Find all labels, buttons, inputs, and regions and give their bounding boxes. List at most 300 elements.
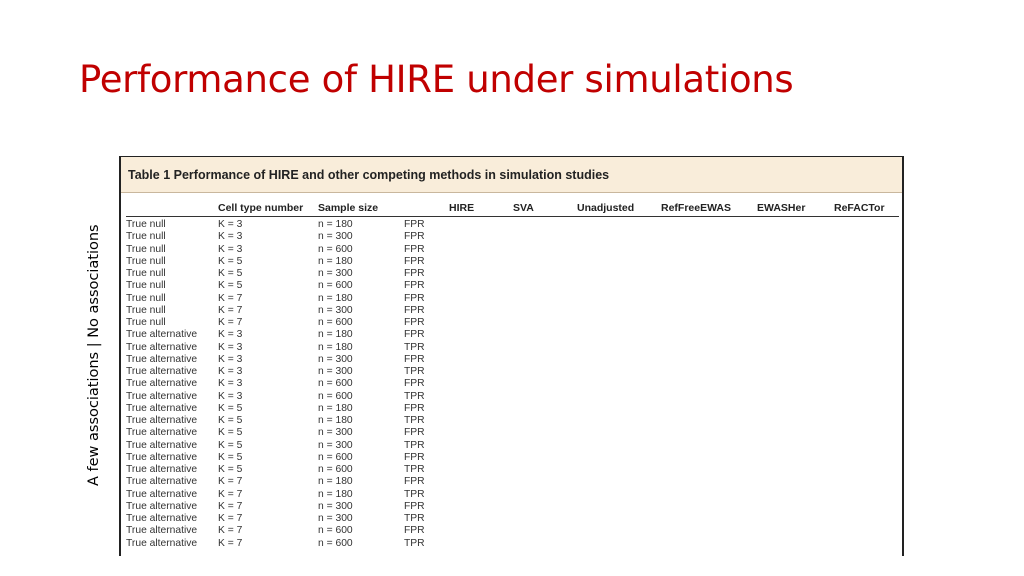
table-row [126, 464, 899, 476]
cell-empty [449, 280, 513, 292]
cell-rate: TPR [404, 366, 425, 377]
cell-empty [513, 440, 577, 452]
cell-rate: FPR [404, 451, 425, 463]
cell-empty [449, 293, 513, 305]
table-row [126, 378, 899, 390]
cell-empty [449, 501, 513, 513]
cell-rate: FPR [404, 280, 425, 292]
cell-empty [661, 268, 757, 280]
cell-empty [661, 452, 757, 464]
cell-empty [577, 476, 661, 488]
cell-empty [757, 354, 834, 366]
cell-empty [834, 268, 899, 280]
cell-empty [834, 317, 899, 329]
cell-rate: FPR [404, 317, 425, 328]
cell-empty [757, 317, 834, 329]
cell-empty [449, 244, 513, 256]
cell-empty [757, 244, 834, 256]
cell-empty [834, 440, 899, 452]
table-row [126, 293, 899, 305]
cell-scenario: True null [126, 280, 166, 292]
cell-empty [513, 268, 577, 280]
cell-empty [661, 342, 757, 354]
table-row [126, 391, 899, 403]
cell-empty [834, 354, 899, 366]
cell-scenario: True alternative [126, 341, 198, 353]
cell-empty [449, 427, 513, 439]
cell-empty [661, 403, 757, 415]
cell-rate: FPR [404, 243, 425, 255]
cell-empty [577, 217, 661, 232]
cell-rate: TPR [404, 464, 425, 475]
cell-sample-size: n = 180 [318, 488, 353, 500]
cell-empty [834, 342, 899, 354]
cell-cell-type-number: K = 5 [218, 280, 243, 292]
cell-cell-type-number: K = 3 [218, 231, 243, 243]
cell-sample-size: n = 180 [318, 255, 353, 267]
cell-rate: FPR [404, 402, 425, 414]
cell-empty [757, 513, 834, 525]
cell-cell-type-number: K = 3 [218, 219, 243, 230]
cell-empty [449, 391, 513, 403]
cell-empty [834, 231, 899, 243]
cell-sample-size: n = 180 [318, 476, 353, 488]
cell-empty [661, 217, 757, 232]
cell-empty [449, 366, 513, 378]
cell-empty [757, 538, 834, 550]
cell-empty [757, 464, 834, 476]
cell-empty [449, 452, 513, 464]
cell-rate: FPR [404, 255, 425, 267]
cell-rate: TPR [404, 415, 425, 426]
table-row [126, 217, 899, 232]
cell-empty [513, 378, 577, 390]
cell-empty [834, 403, 899, 415]
cell-cell-type-number: K = 3 [218, 243, 243, 255]
cell-empty [577, 440, 661, 452]
cell-empty [577, 244, 661, 256]
cell-scenario: True alternative [126, 402, 198, 414]
cell-scenario: True alternative [126, 378, 198, 390]
cell-empty [513, 513, 577, 525]
cell-cell-type-number: K = 7 [218, 537, 243, 549]
cell-empty [834, 525, 899, 537]
cell-empty [449, 354, 513, 366]
cell-empty [577, 391, 661, 403]
cell-scenario: True alternative [126, 525, 198, 537]
cell-scenario: True alternative [126, 488, 198, 500]
cell-empty [513, 538, 577, 550]
cell-empty [834, 366, 899, 378]
table-row [126, 513, 899, 525]
cell-cell-type-number: K = 5 [218, 427, 243, 439]
cell-cell-type-number: K = 5 [218, 402, 243, 414]
header-unadjusted: Unadjusted [577, 201, 661, 217]
cell-empty [661, 391, 757, 403]
cell-empty [449, 403, 513, 415]
cell-empty [449, 217, 513, 232]
cell-cell-type-number: K = 3 [218, 341, 243, 353]
table-row [126, 427, 899, 439]
cell-rate: TPR [404, 341, 425, 353]
cell-rate: FPR [404, 476, 425, 488]
cell-empty [661, 415, 757, 427]
table-row [126, 268, 899, 280]
cell-empty [449, 476, 513, 488]
cell-scenario: True alternative [126, 329, 198, 341]
cell-empty [513, 525, 577, 537]
cell-rate: FPR [404, 292, 425, 304]
cell-sample-size: n = 300 [318, 513, 353, 524]
cell-rate: TPR [404, 488, 425, 500]
cell-empty [661, 513, 757, 525]
cell-scenario: True alternative [126, 464, 198, 475]
cell-cell-type-number: K = 7 [218, 292, 243, 304]
cell-sample-size: n = 600 [318, 451, 353, 463]
simulation-table [126, 201, 899, 550]
table-row [126, 501, 899, 513]
cell-cell-type-number: K = 5 [218, 268, 243, 279]
cell-cell-type-number: K = 7 [218, 525, 243, 537]
cell-empty [757, 391, 834, 403]
cell-empty [513, 280, 577, 292]
cell-cell-type-number: K = 5 [218, 255, 243, 267]
cell-cell-type-number: K = 5 [218, 451, 243, 463]
cell-empty [577, 501, 661, 513]
cell-empty [577, 489, 661, 501]
cell-empty [449, 329, 513, 341]
cell-sample-size: n = 600 [318, 317, 353, 328]
cell-empty [757, 366, 834, 378]
cell-empty [513, 501, 577, 513]
cell-sample-size: n = 300 [318, 439, 353, 451]
cell-cell-type-number: K = 3 [218, 378, 243, 390]
cell-empty [757, 256, 834, 268]
cell-empty [661, 280, 757, 292]
cell-empty [577, 342, 661, 354]
cell-empty [449, 489, 513, 501]
cell-cell-type-number: K = 7 [218, 317, 243, 328]
cell-empty [661, 440, 757, 452]
table-body [126, 217, 899, 550]
cell-empty [513, 354, 577, 366]
cell-empty [577, 231, 661, 243]
cell-empty [834, 476, 899, 488]
cell-empty [661, 305, 757, 317]
cell-empty [577, 256, 661, 268]
cell-empty [757, 268, 834, 280]
cell-sample-size: n = 600 [318, 243, 353, 255]
cell-empty [577, 415, 661, 427]
cell-empty [513, 415, 577, 427]
table-row [126, 366, 899, 378]
cell-empty [834, 415, 899, 427]
cell-cell-type-number: K = 3 [218, 353, 243, 365]
cell-scenario: True alternative [126, 415, 198, 426]
cell-empty [661, 366, 757, 378]
cell-empty [513, 464, 577, 476]
cell-rate: TPR [404, 390, 425, 402]
cell-empty [449, 342, 513, 354]
cell-scenario: True alternative [126, 513, 198, 524]
cell-rate: FPR [404, 525, 425, 537]
cell-empty [513, 476, 577, 488]
cell-empty [577, 464, 661, 476]
cell-empty [834, 513, 899, 525]
cell-empty [449, 538, 513, 550]
cell-empty [757, 501, 834, 513]
cell-rate: TPR [404, 439, 425, 451]
cell-empty [834, 329, 899, 341]
cell-sample-size: n = 300 [318, 304, 353, 316]
cell-sample-size: n = 600 [318, 390, 353, 402]
cell-rate: FPR [404, 268, 425, 279]
cell-empty [577, 280, 661, 292]
cell-empty [577, 378, 661, 390]
cell-empty [834, 489, 899, 501]
cell-empty [577, 329, 661, 341]
cell-rate: TPR [404, 537, 425, 549]
cell-empty [577, 525, 661, 537]
cell-empty [513, 231, 577, 243]
cell-empty [757, 217, 834, 232]
cell-sample-size: n = 600 [318, 525, 353, 537]
results-table-figure [119, 156, 904, 556]
cell-scenario: True alternative [126, 451, 198, 463]
cell-cell-type-number: K = 3 [218, 366, 243, 377]
cell-scenario: True alternative [126, 476, 198, 488]
table-row [126, 538, 899, 550]
cell-empty [577, 366, 661, 378]
cell-empty [449, 513, 513, 525]
cell-empty [449, 464, 513, 476]
cell-rate: FPR [404, 427, 425, 439]
cell-cell-type-number: K = 7 [218, 500, 243, 512]
slide-title: Performance of HIRE under simulations [79, 58, 794, 101]
cell-empty [834, 501, 899, 513]
cell-scenario: True null [126, 255, 166, 267]
cell-empty [757, 427, 834, 439]
cell-scenario: True alternative [126, 537, 198, 549]
cell-cell-type-number: K = 7 [218, 476, 243, 488]
cell-empty [834, 427, 899, 439]
cell-scenario: True null [126, 292, 166, 304]
cell-empty [757, 440, 834, 452]
cell-sample-size: n = 180 [318, 402, 353, 414]
table-row [126, 231, 899, 243]
cell-empty [513, 317, 577, 329]
table-row [126, 305, 899, 317]
cell-scenario: True null [126, 268, 166, 279]
cell-sample-size: n = 600 [318, 378, 353, 390]
table-row [126, 280, 899, 292]
cell-empty [449, 415, 513, 427]
cell-scenario: True null [126, 219, 166, 230]
table-row [126, 329, 899, 341]
table-header-row [126, 201, 899, 217]
cell-sample-size: n = 600 [318, 280, 353, 292]
cell-empty [577, 538, 661, 550]
cell-empty [577, 427, 661, 439]
cell-cell-type-number: K = 5 [218, 415, 243, 426]
cell-empty [834, 244, 899, 256]
cell-scenario: True null [126, 243, 166, 255]
cell-rate: FPR [404, 500, 425, 512]
cell-empty [513, 391, 577, 403]
cell-sample-size: n = 300 [318, 366, 353, 377]
table-row [126, 403, 899, 415]
cell-empty [577, 452, 661, 464]
cell-cell-type-number: K = 5 [218, 439, 243, 451]
cell-sample-size: n = 180 [318, 329, 353, 341]
cell-empty [757, 476, 834, 488]
cell-empty [449, 440, 513, 452]
cell-rate: FPR [404, 378, 425, 390]
cell-empty [834, 256, 899, 268]
table-caption-lead: Table 1 [128, 168, 171, 182]
cell-empty [449, 305, 513, 317]
cell-cell-type-number: K = 3 [218, 390, 243, 402]
table-row [126, 440, 899, 452]
cell-empty [661, 293, 757, 305]
cell-empty [757, 280, 834, 292]
cell-empty [834, 391, 899, 403]
cell-empty [513, 452, 577, 464]
cell-sample-size: n = 300 [318, 500, 353, 512]
cell-empty [513, 329, 577, 341]
table-row [126, 415, 899, 427]
cell-empty [577, 513, 661, 525]
cell-empty [661, 244, 757, 256]
cell-empty [577, 317, 661, 329]
cell-empty [757, 525, 834, 537]
cell-empty [834, 538, 899, 550]
cell-sample-size: n = 180 [318, 292, 353, 304]
cell-sample-size: n = 180 [318, 341, 353, 353]
table-row [126, 317, 899, 329]
cell-empty [577, 305, 661, 317]
cell-empty [661, 525, 757, 537]
cell-scenario: True alternative [126, 439, 198, 451]
header-cell-type-number: Cell type number [218, 201, 318, 217]
cell-rate: FPR [404, 304, 425, 316]
table-row [126, 256, 899, 268]
cell-empty [757, 231, 834, 243]
cell-sample-size: n = 300 [318, 427, 353, 439]
cell-sample-size: n = 180 [318, 415, 353, 426]
cell-scenario: True alternative [126, 500, 198, 512]
cell-empty [661, 256, 757, 268]
cell-empty [577, 403, 661, 415]
cell-empty [513, 342, 577, 354]
table-row [126, 525, 899, 537]
cell-empty [449, 525, 513, 537]
header-sample-size: Sample size [318, 201, 404, 217]
cell-empty [834, 280, 899, 292]
cell-empty [661, 501, 757, 513]
cell-empty [834, 452, 899, 464]
cell-empty [661, 378, 757, 390]
cell-cell-type-number: K = 7 [218, 513, 243, 524]
cell-sample-size: n = 300 [318, 353, 353, 365]
table-row [126, 489, 899, 501]
cell-empty [513, 305, 577, 317]
cell-empty [661, 231, 757, 243]
cell-sample-size: n = 180 [318, 219, 353, 230]
cell-empty [834, 305, 899, 317]
cell-empty [757, 293, 834, 305]
cell-cell-type-number: K = 5 [218, 464, 243, 475]
cell-empty [757, 489, 834, 501]
cell-empty [661, 427, 757, 439]
cell-cell-type-number: K = 7 [218, 488, 243, 500]
cell-empty [757, 329, 834, 341]
cell-empty [513, 293, 577, 305]
cell-empty [834, 464, 899, 476]
cell-scenario: True alternative [126, 390, 198, 402]
cell-empty [661, 464, 757, 476]
header-ewasher: EWASHer [757, 201, 834, 217]
table-row [126, 452, 899, 464]
cell-empty [577, 354, 661, 366]
cell-empty [661, 538, 757, 550]
cell-empty [661, 489, 757, 501]
cell-empty [513, 366, 577, 378]
cell-rate: FPR [404, 329, 425, 341]
header-reffreeewas: RefFreeEWAS [661, 201, 757, 217]
cell-empty [513, 217, 577, 232]
table-row [126, 244, 899, 256]
cell-empty [449, 378, 513, 390]
cell-empty [661, 354, 757, 366]
cell-empty [513, 489, 577, 501]
cell-sample-size: n = 300 [318, 231, 353, 243]
cell-empty [661, 329, 757, 341]
cell-sample-size: n = 600 [318, 464, 353, 475]
cell-cell-type-number: K = 3 [218, 329, 243, 341]
cell-empty [449, 256, 513, 268]
cell-empty [513, 427, 577, 439]
header-refactor: ReFACTor [834, 201, 899, 217]
cell-rate: FPR [404, 353, 425, 365]
table-caption [121, 157, 902, 193]
cell-empty [757, 342, 834, 354]
cell-rate: TPR [404, 513, 425, 524]
cell-empty [757, 305, 834, 317]
cell-scenario: True alternative [126, 353, 198, 365]
cell-empty [757, 452, 834, 464]
cell-scenario: True alternative [126, 427, 198, 439]
table-row [126, 354, 899, 366]
side-axis-label: A few associations | No associations [86, 224, 102, 486]
cell-empty [757, 415, 834, 427]
cell-empty [577, 268, 661, 280]
cell-rate: FPR [404, 219, 425, 230]
header-hire: HIRE [449, 201, 513, 217]
header-rate [404, 201, 449, 217]
cell-empty [661, 476, 757, 488]
cell-sample-size: n = 600 [318, 537, 353, 549]
cell-empty [449, 268, 513, 280]
cell-scenario: True null [126, 231, 166, 243]
cell-scenario: True alternative [126, 366, 198, 377]
table-row [126, 342, 899, 354]
cell-cell-type-number: K = 7 [218, 304, 243, 316]
cell-scenario: True null [126, 317, 166, 328]
cell-empty [834, 378, 899, 390]
header-scenario [126, 201, 218, 217]
cell-empty [449, 231, 513, 243]
